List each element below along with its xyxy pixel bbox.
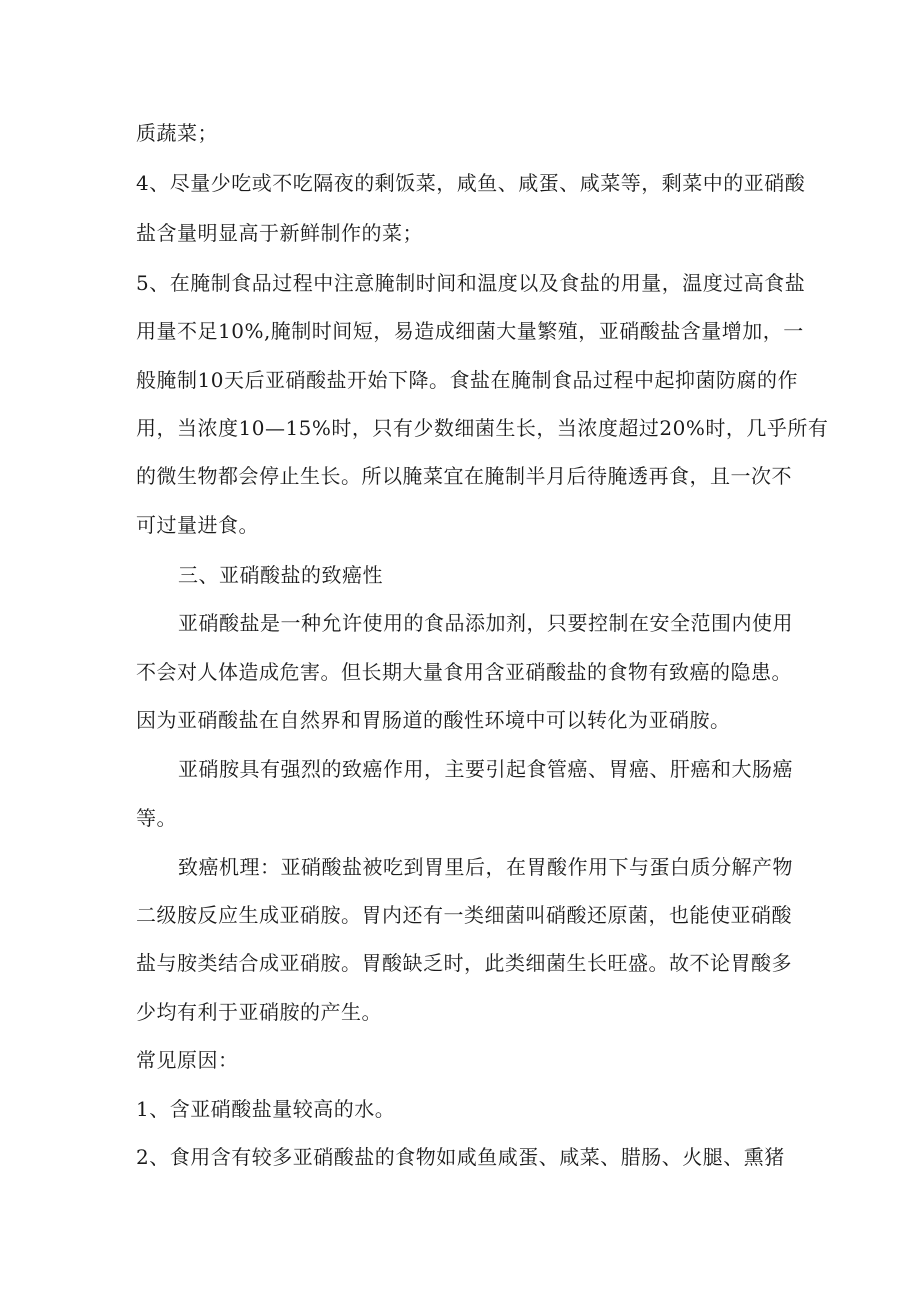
text-line: 5、在腌制食品过程中注意腌制时间和温度以及食盐的用量，温度过高食盐 xyxy=(136,271,806,295)
text-line: 1、含亚硝酸盐量较高的水。 xyxy=(136,1097,396,1121)
text-line: 的微生物都会停止生长。所以腌菜宜在腌制半月后待腌透再食，且一次不 xyxy=(136,464,792,488)
text-line: 盐与胺类结合成亚硝胺。胃酸缺乏时，此类细菌生长旺盛。故不论胃酸多 xyxy=(136,951,792,975)
text-line: 盐含量明显高于新鲜制作的菜； xyxy=(136,221,423,245)
text-line: 用，当浓度10—15%时，只有少数细菌生长，当浓度超过20%时，几乎所有 xyxy=(136,416,829,440)
text-line: 二级胺反应生成亚硝胺。胃内还有一类细菌叫硝酸还原菌，也能使亚硝酸 xyxy=(136,903,792,927)
text-line: 等。 xyxy=(136,806,177,830)
paragraph-first-line: 亚硝胺具有强烈的致癌作用，主要引起食管癌、胃癌、肝癌和大肠癌 xyxy=(178,757,793,781)
text-line: 常见原因： xyxy=(136,1048,239,1072)
text-line: 用量不足10%,腌制时间短，易造成细菌大量繁殖，亚硝酸盐含量增加，一 xyxy=(136,319,804,343)
text-line: 不会对人体造成危害。但长期大量食用含亚硝酸盐的食物有致癌的隐患。 xyxy=(136,660,792,684)
text-line: 质蔬菜； xyxy=(136,121,218,145)
text-line: 可过量进食。 xyxy=(136,513,259,537)
paragraph-first-line: 亚硝酸盐是一种允许使用的食品添加剂，只要控制在安全范围内使用 xyxy=(178,611,793,635)
text-line: 少均有利于亚硝胺的产生。 xyxy=(136,1000,382,1024)
text-line: 因为亚硝酸盐在自然界和胃肠道的酸性环境中可以转化为亚硝胺。 xyxy=(136,708,731,732)
text-line: 2、食用含有较多亚硝酸盐的食物如咸鱼咸蛋、咸菜、腊肠、火腿、熏猪 xyxy=(136,1145,785,1169)
text-line: 4、尽量少吃或不吃隔夜的剩饭菜，咸鱼、咸蛋、咸菜等，剩菜中的亚硝酸 xyxy=(136,171,806,195)
text-line: 般腌制10天后亚硝酸盐开始下降。食盐在腌制食品过程中起抑菌防腐的作 xyxy=(136,368,798,392)
section-heading: 三、亚硝酸盐的致癌性 xyxy=(178,563,383,587)
paragraph-first-line: 致癌机理：亚硝酸盐被吃到胃里后，在胃酸作用下与蛋白质分解产物 xyxy=(178,855,793,879)
